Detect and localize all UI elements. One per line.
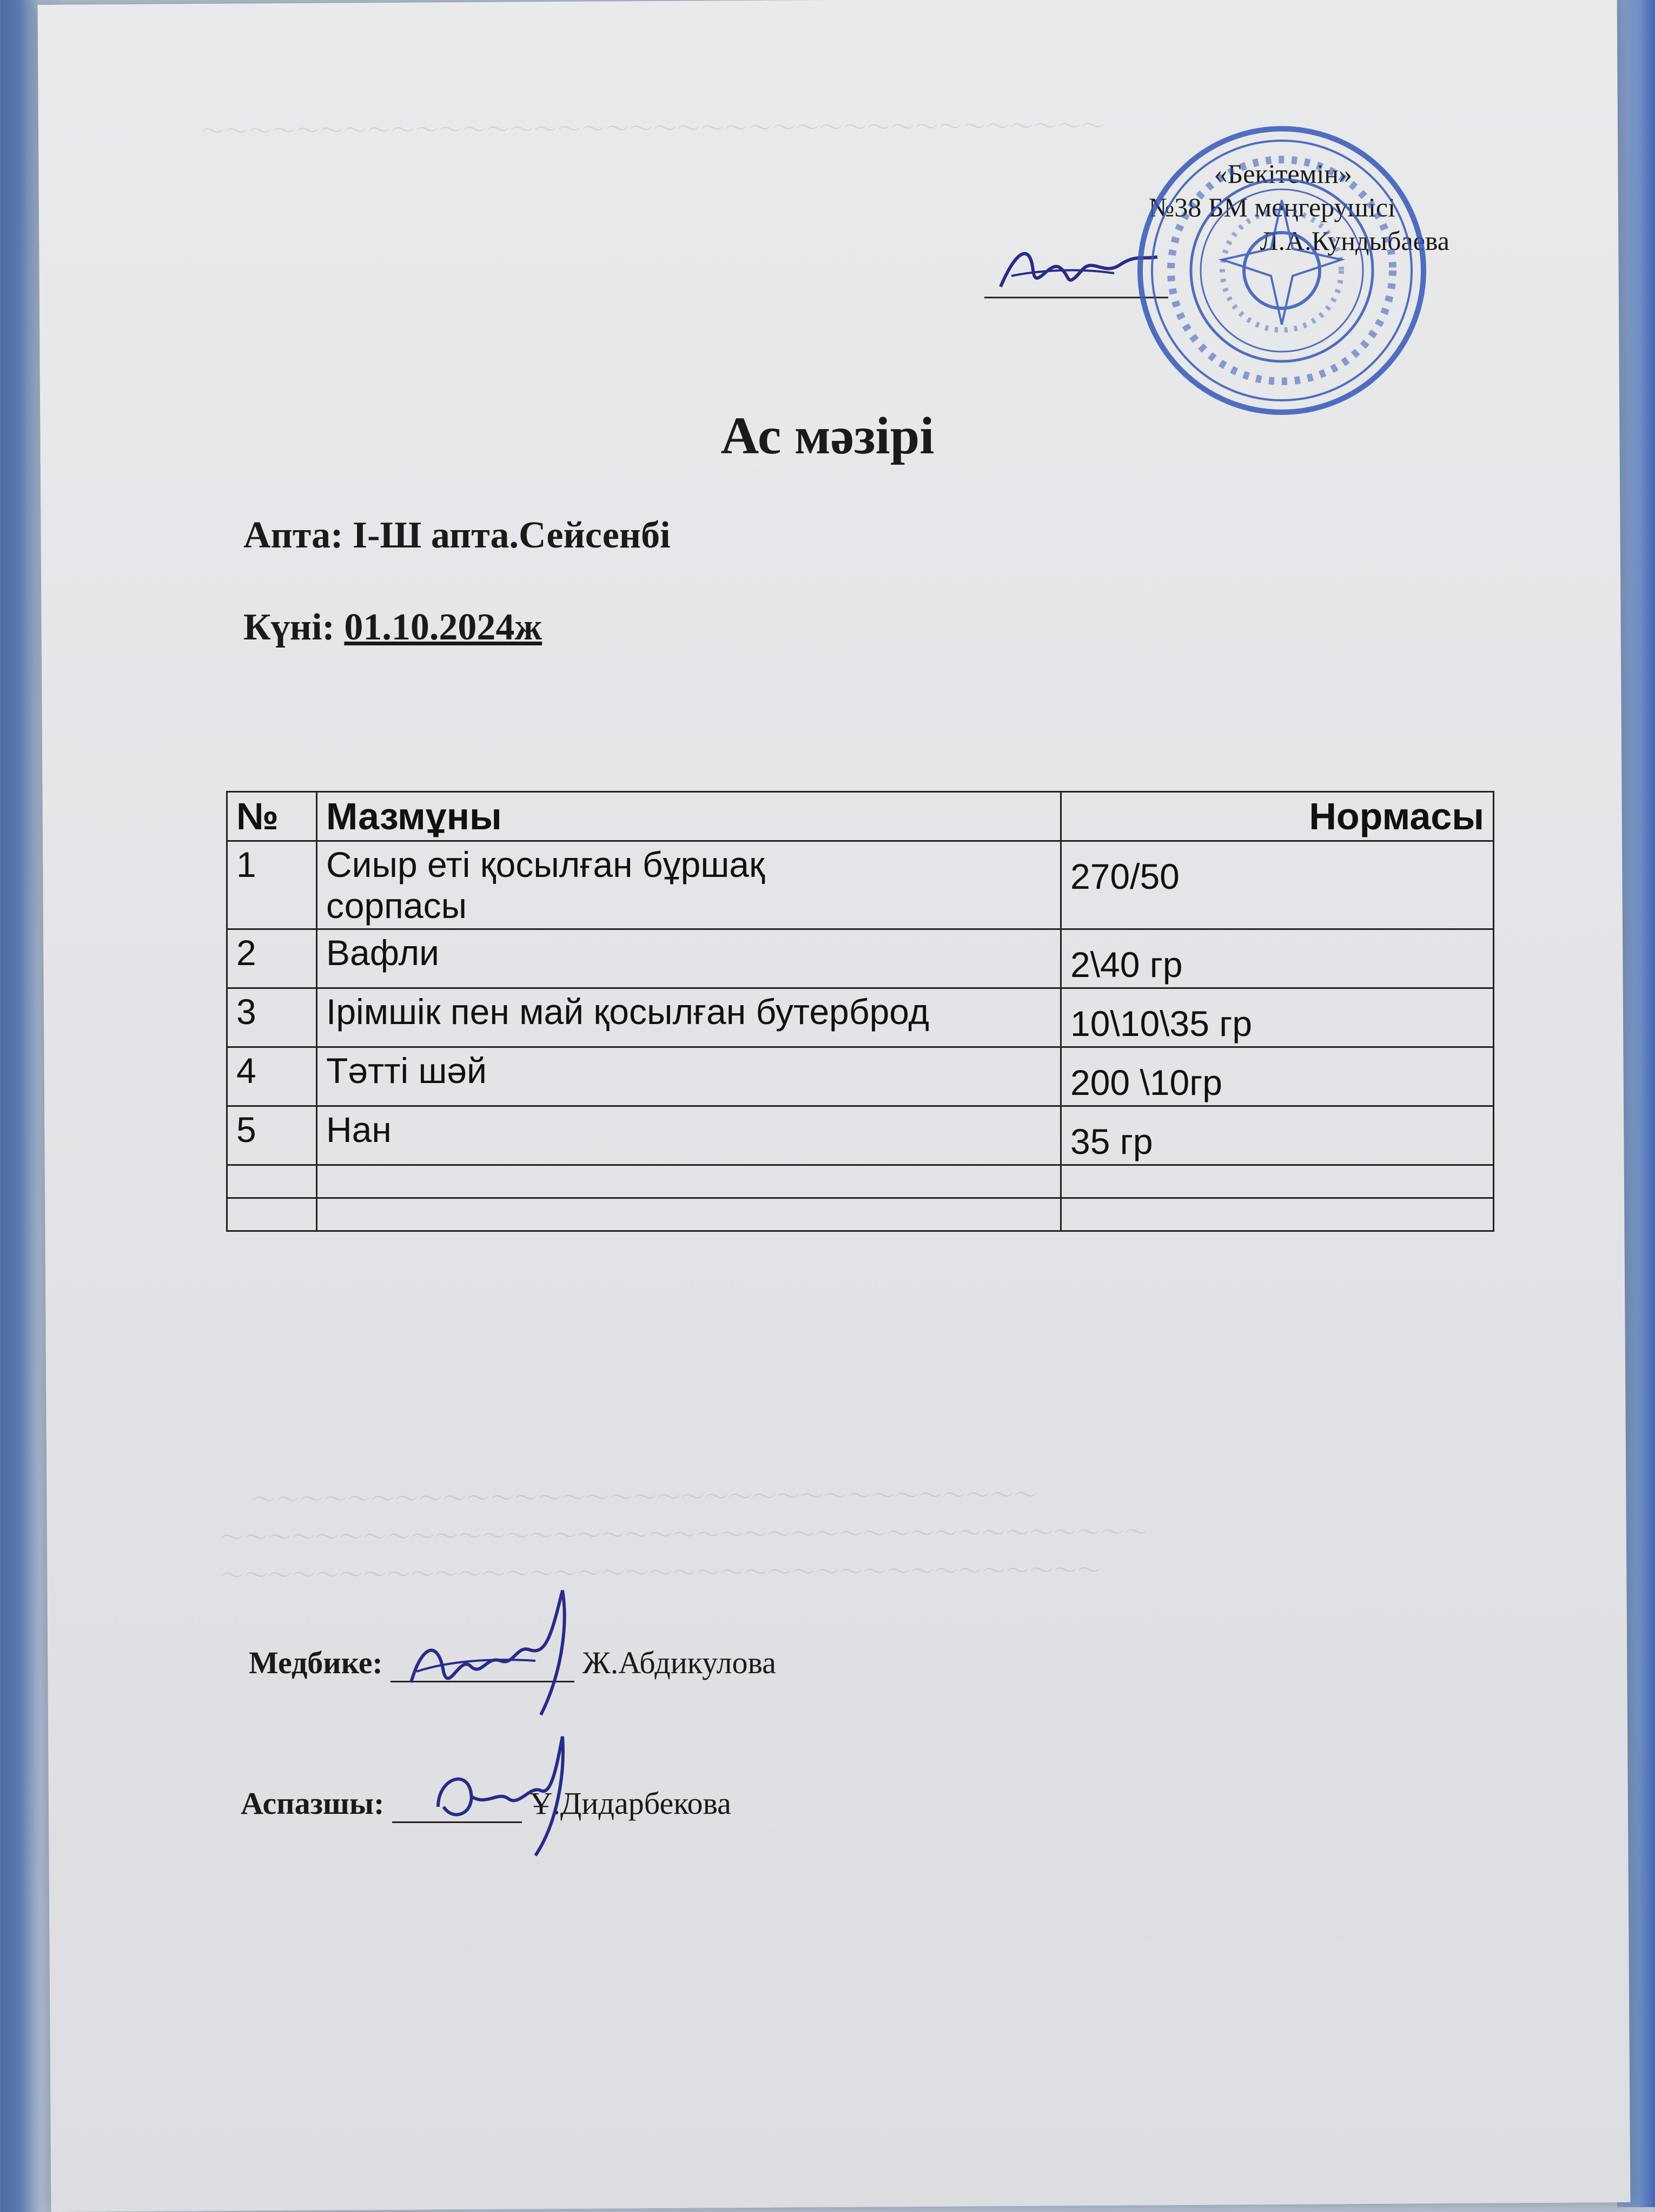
bleed-through-text: ～～～～～～～～～～～～～～～～～～～～～～～～～～～～～～～～～ [252, 1482, 1038, 1514]
header-number: № [227, 792, 317, 841]
nurse-label: Медбике: [249, 1645, 391, 1680]
nurse-name: Ж.Абдикулова [574, 1645, 776, 1680]
approval-line-2: №38 БМ меңгерушісі [1148, 192, 1395, 222]
menu-table [226, 791, 1494, 1232]
date-value: 01.10.2024ж [344, 606, 542, 648]
table-header-row [227, 792, 1494, 841]
row-norm: 35 гр [1061, 1106, 1494, 1165]
row-number: 1 [227, 841, 317, 929]
row-number: 2 [227, 929, 317, 988]
row-number: 4 [227, 1047, 317, 1106]
approval-line-1: «Бекітемін» [1214, 159, 1352, 189]
row-dish: Сиыр еті қосылған бұршақ сорпасы [317, 841, 1061, 929]
week-label: Апта: І-Ш апта.Сейсенбі [243, 514, 671, 556]
cook-label: Аспазшы: [241, 1786, 392, 1821]
cook-name: Ұ.Дидарбекова [521, 1786, 731, 1821]
row-dish: Нан [317, 1106, 1061, 1165]
nurse-signature [400, 1580, 595, 1720]
table-row [227, 1047, 1494, 1106]
table-row [227, 929, 1494, 988]
table-row [227, 841, 1494, 929]
official-stamp [1130, 119, 1433, 422]
row-norm: 200 \10гр [1061, 1047, 1494, 1106]
header-norm: Нормасы [1061, 792, 1494, 841]
table-row-empty [227, 1165, 1494, 1198]
date-label: Күні: [243, 606, 345, 648]
bleed-through-text: ～～～～～～～～～～～～～～～～～～～～～～～～～～～～～～～～～～～～～～ [200, 113, 1105, 146]
table-row [227, 1106, 1494, 1165]
bleed-through-text: ～～～～～～～～～～～～～～～～～～～～～～～～～～～～～～～～～～～～～ [220, 1557, 1101, 1589]
row-number: 3 [227, 988, 317, 1047]
row-dish: Вафли [317, 929, 1061, 988]
row-number: 5 [227, 1106, 317, 1165]
row-norm: 10\10\35 гр [1061, 988, 1494, 1047]
date-line [243, 606, 542, 649]
page-title: Ас мәзірі [720, 407, 935, 465]
bleed-through-text: ～～～～～～～～～～～～～～～～～～～～～～～～～～～～～～～～～～～～～～～ [220, 1519, 1149, 1551]
row-norm: 2\40 гр [1061, 929, 1494, 988]
cook-signature [422, 1731, 584, 1861]
row-norm: 270/50 [1061, 841, 1494, 929]
header-content: Мазмұны [317, 792, 1061, 841]
table-row [227, 988, 1494, 1047]
row-dish: Ірімшік пен май қосылған бутерброд [317, 988, 1061, 1047]
row-dish: Тәтті шәй [317, 1047, 1061, 1106]
approval-line-3: Л.А.Кундыбаева [1260, 226, 1449, 256]
table-row-empty [227, 1198, 1494, 1231]
